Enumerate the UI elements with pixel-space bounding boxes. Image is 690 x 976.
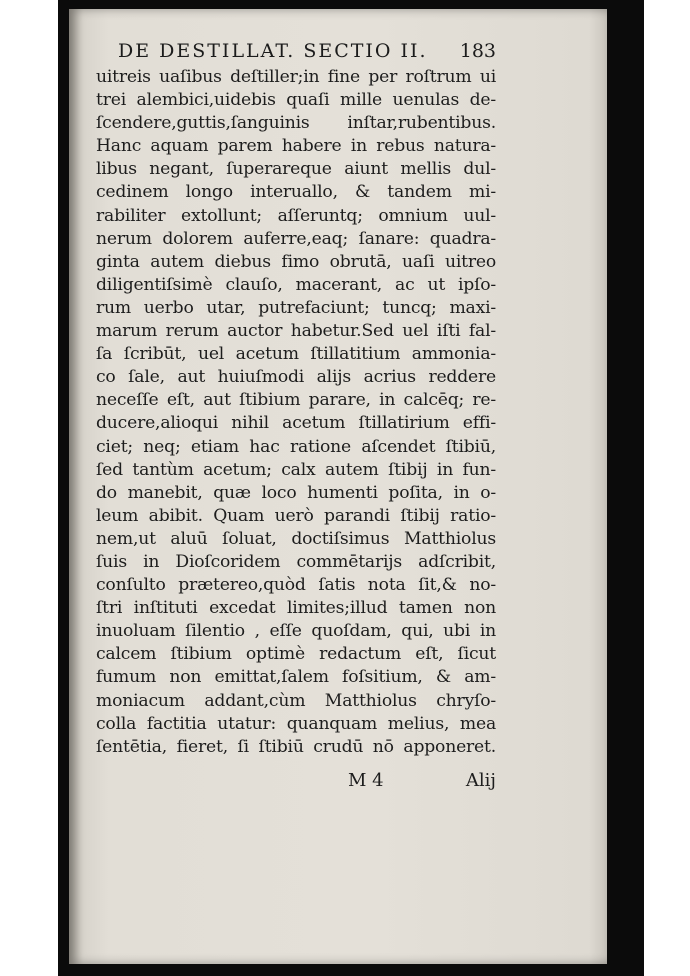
text-line: ſtri inſtituti excedat limites;illud tamen non [96,598,496,619]
text-line: nem,ut aluū ſoluat, doctiſsimus Matthiolus [96,528,496,549]
running-title: DE DESTILLAT. SECTIO II. [118,40,428,62]
text-line: fumum non emittat,ſalem foſsitium, & am- [96,667,496,688]
footer-line [340,770,496,794]
text-line: libus negant, ſuperareque aiunt mellis dul- [96,159,496,180]
text-line: ginta autem diebus fimo obrutā, uaſi uitreo [96,251,496,272]
text-line: calcem ſtibium optimè redactum eſt, ſicut [96,644,496,665]
text-line: rabiliter extollunt; aſſeruntq; omnium uul- [96,205,496,226]
text-line: moniacum addant,cùm Matthiolus chryſo- [96,690,496,711]
text-line: ſentētia, fieret, ſi ſtibiū crudū nō apponeret. [96,736,496,757]
text-line: ſuis in Dioſcoridem commētarijs adſcribit, [96,551,496,572]
text-line: ducere,alioqui nihil acetum ſtillatirium effi- [96,413,496,434]
text-line: leum abibit. Quam uerò parandi ſtibij ratio- [96,505,496,526]
text-line: nerum dolorem auferre,eaq; ſanare: quadra- [96,228,496,249]
text-line: cedinem longo interuallo, & tandem mi- [96,182,496,203]
running-header [118,40,496,68]
text-line: conſulto prætereo,quòd ſatis nota ſit,& no- [96,575,496,596]
page-number: 183 [459,40,496,62]
text-line: Hanc aquam parem habere in rebus natura- [96,136,496,157]
text-line: do manebit, quæ loco humenti poſita, in o- [96,482,496,503]
catchword: Alij [465,770,496,791]
text-line: ſed tantùm acetum; calx autem ſtibij in fun- [96,459,496,480]
text-line: inuoluam ſilentio , eſſe quoſdam, qui, ubi in [96,621,496,642]
text-line: marum rerum auctor habetur.Sed uel iſti fal- [96,321,496,342]
text-line: co ſale, aut huiuſmodi alijs acrius reddere [96,367,496,388]
text-line: ciet; neq; etiam hac ratione aſcendet ſtibiū, [96,436,496,457]
text-line: ſa ſcribūt, uel acetum ſtillatitium ammonia- [96,344,496,365]
text-line: diligentiſsimè clauſo, macerant, ac ut ipſo- [96,274,496,295]
text-line: trei alembici,uidebis quaſi mille uenulas de- [96,90,496,111]
text-line: ſcendere,guttis,ſanguinis inſtar,rubentibus. [96,113,496,134]
text-line: rum uerbo utar, putrefaciunt; tuncq; maxi- [96,297,496,318]
text-line: neceſſe eſt, aut ſtibium parare, in calcēq; re- [96,390,496,411]
body-text [96,66,496,759]
signature-mark: M 4 [348,770,384,791]
text-line: uitreis uaſibus deſtiller;in fine per roſtrum ui [96,67,496,87]
text-line: colla factitia utatur: quanquam melius, mea [96,713,496,734]
